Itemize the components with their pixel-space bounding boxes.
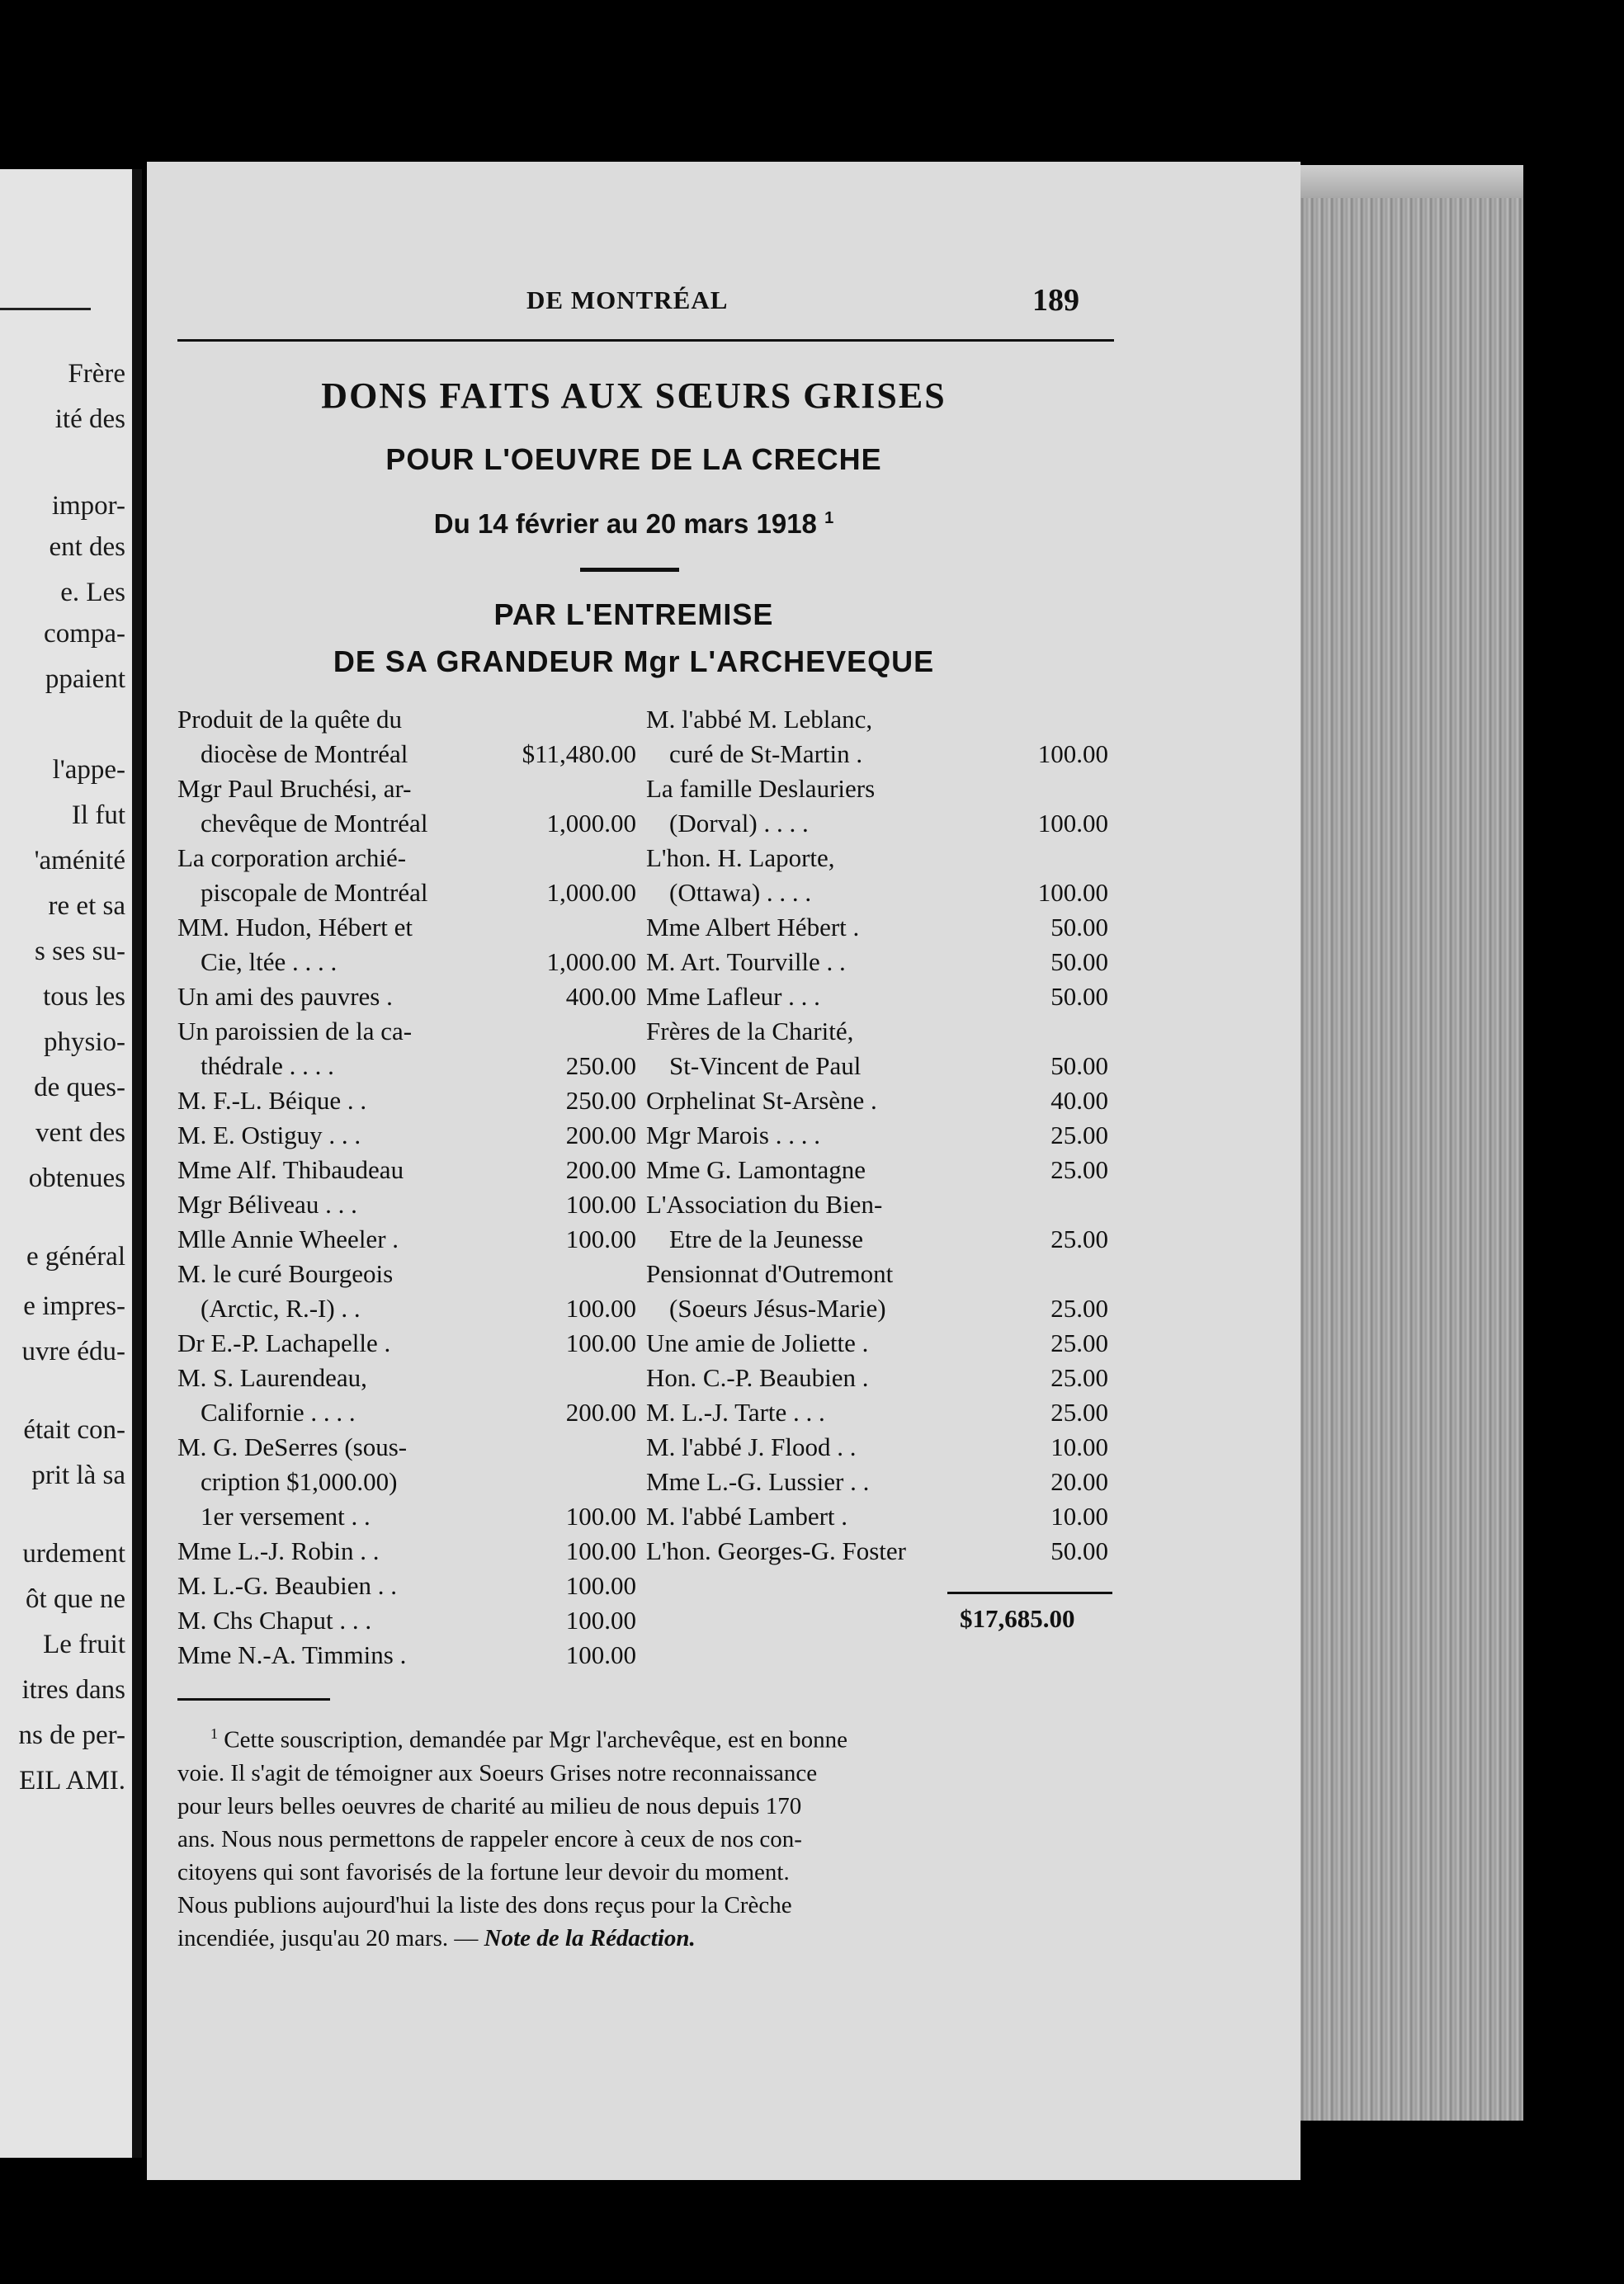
donor-name: thédrale . . . .	[201, 1051, 334, 1080]
left-page-fragment-text: tous les	[43, 982, 125, 1012]
donation-row	[177, 1326, 640, 1361]
donation-row	[646, 875, 1108, 910]
donor-name: L'hon. H. Laporte,	[646, 843, 835, 872]
total-rule	[947, 1592, 1112, 1594]
footnote-line-text: Nous publions aujourd'hui la liste des dons reçus pour la Crèche	[177, 1891, 792, 1918]
left-page-fragment-text: e impres-	[23, 1291, 125, 1321]
donation-row	[646, 1291, 1108, 1326]
donor-name: Mgr Béliveau . . .	[177, 1190, 357, 1219]
donation-row	[646, 1257, 1108, 1291]
left-page-fragment-text: Le fruit	[43, 1630, 125, 1659]
left-page-fragment-text: ns de per-	[18, 1720, 125, 1750]
donor-name: Mlle Annie Wheeler .	[177, 1225, 399, 1253]
donation-amount: 100.00	[1037, 739, 1108, 768]
donor-name: piscopale de Montréal	[201, 878, 428, 907]
donor-name: diocèse de Montréal	[201, 739, 408, 768]
donation-row	[646, 806, 1108, 841]
donation-row	[177, 1187, 640, 1222]
donor-name: Mme N.-A. Timmins .	[177, 1640, 407, 1669]
donation-row	[177, 875, 640, 910]
footnote-rule	[177, 1698, 330, 1701]
left-page-fragment-text: EIL AMI.	[19, 1766, 125, 1796]
donation-amount: 50.00	[1050, 913, 1108, 941]
donor-name: Mme Lafleur . . .	[646, 982, 820, 1011]
footnote-line-text: citoyens qui sont favorisés de la fortune leur devoir du moment.	[177, 1858, 790, 1885]
donor-name: Produit de la quête du	[177, 705, 403, 734]
donation-row	[177, 806, 640, 841]
donation-amount: 100.00	[565, 1190, 636, 1219]
left-page-fragment-text: ent des	[49, 532, 125, 562]
page-title: DONS FAITS AUX SŒURS GRISES	[321, 375, 947, 416]
donation-row	[177, 1153, 640, 1187]
donation-row	[646, 841, 1108, 875]
donation-row	[177, 910, 640, 945]
donation-row	[646, 910, 1108, 945]
donation-amount: 200.00	[565, 1155, 636, 1184]
donation-row	[646, 979, 1108, 1014]
page-subtitle: POUR L'OEUVRE DE LA CRECHE	[385, 442, 882, 476]
left-page-fragment-text: itres dans	[21, 1675, 125, 1705]
footnote-line	[177, 1856, 1118, 1889]
footnote-line-text: voie. Il s'agit de témoigner aux Soeurs Grises notre reconnaissance	[177, 1759, 818, 1786]
donor-name: La famille Deslauriers	[646, 774, 876, 803]
donation-amount: 100.00	[1037, 878, 1108, 907]
donation-row	[646, 1014, 1108, 1049]
donor-name: Un ami des pauvres .	[177, 982, 393, 1011]
donation-row	[177, 1534, 640, 1569]
left-page-fragment-text: impor-	[51, 491, 125, 521]
footnote	[177, 1717, 1118, 1955]
left-page-fragment-text: était con-	[23, 1415, 125, 1445]
left-page-fragment-text: prit là sa	[31, 1461, 125, 1490]
donation-amount: 50.00	[1050, 947, 1108, 976]
donation-row	[177, 1395, 640, 1430]
donation-amount: 50.00	[1050, 982, 1108, 1011]
donor-name: Mgr Marois . . . .	[646, 1121, 820, 1149]
donor-name: (Soeurs Jésus-Marie)	[669, 1294, 886, 1323]
donation-row	[646, 1465, 1108, 1499]
left-page-fragment-text: Il fut	[71, 800, 125, 830]
donation-amount: 20.00	[1050, 1467, 1108, 1496]
donor-name: St-Vincent de Paul	[669, 1051, 862, 1080]
footnote-line	[177, 1823, 1118, 1856]
donor-name: L'Association du Bien-	[646, 1190, 883, 1219]
donations-total: $17,685.00	[960, 1604, 1075, 1633]
left-page-fragment-text: uvre édu-	[21, 1337, 125, 1366]
donation-row	[646, 1361, 1108, 1395]
donation-row	[646, 1153, 1108, 1187]
donation-amount: 200.00	[565, 1398, 636, 1427]
left-page-fragment-text: s ses su-	[34, 937, 125, 966]
left-page-fragment-text: ôt que ne	[26, 1584, 125, 1614]
donor-name: MM. Hudon, Hébert et	[177, 913, 413, 941]
donor-name: Mme Albert Hébert .	[646, 913, 860, 941]
footnote-line-text: Cette souscription, demandée par Mgr l'archevêque, est en bonne	[224, 1726, 847, 1753]
donation-amount: $11,480.00	[522, 739, 636, 768]
left-page-fragment-text: re et sa	[48, 891, 125, 921]
donation-amount: 100.00	[565, 1606, 636, 1635]
footnote-line	[177, 1889, 1118, 1922]
donation-row	[177, 945, 640, 979]
section-heading-line-1: PAR L'ENTREMISE	[493, 597, 774, 631]
left-page-fragment-text: physio-	[44, 1027, 125, 1057]
book-page-edges	[1287, 165, 1523, 2121]
donor-name: chevêque de Montréal	[201, 809, 428, 838]
donation-amount: 100.00	[565, 1294, 636, 1323]
donation-row	[177, 1257, 640, 1291]
left-page-fragment-text: de ques-	[34, 1073, 125, 1102]
footnote-line-text: pour leurs belles oeuvres de charité au milieu de nous depuis 170	[177, 1792, 802, 1819]
donation-row	[177, 737, 640, 772]
donation-amount: 40.00	[1050, 1086, 1108, 1115]
donation-amount: 1,000.00	[546, 878, 636, 907]
donation-amount: 400.00	[565, 982, 636, 1011]
section-heading-line-2: DE SA GRANDEUR Mgr L'ARCHEVEQUE	[333, 644, 935, 678]
left-page-fragment-text: urdement	[22, 1539, 125, 1569]
book-gutter	[132, 169, 142, 2158]
donation-row	[177, 772, 640, 806]
footnote-line-text: ans. Nous nous permettons de rappeler encore à ceux de nos con-	[177, 1825, 802, 1852]
footnote-line	[177, 1790, 1118, 1823]
donation-row	[177, 1118, 640, 1153]
left-page-fragment-text: ppaient	[45, 664, 125, 694]
date-line	[147, 508, 1121, 540]
donor-name: M. l'abbé J. Flood . .	[646, 1432, 857, 1461]
left-page-fragment-text: Frère	[68, 359, 125, 389]
donor-name: Mme G. Lamontagne	[646, 1155, 866, 1184]
donor-name: curé de St-Martin .	[669, 739, 863, 768]
donor-name: M. le curé Bourgeois	[177, 1259, 394, 1288]
footnote-line	[177, 1717, 1118, 1757]
donation-amount: 100.00	[565, 1225, 636, 1253]
donation-row	[646, 1395, 1108, 1430]
donor-name: cription $1,000.00)	[201, 1467, 398, 1496]
donor-name: M. L.-J. Tarte . . .	[646, 1398, 825, 1427]
donation-amount: 1,000.00	[546, 809, 636, 838]
donation-amount: 25.00	[1050, 1294, 1108, 1323]
donation-row	[177, 1499, 640, 1534]
donor-name: M. G. DeSerres (sous-	[177, 1432, 408, 1461]
donation-amount: 50.00	[1050, 1051, 1108, 1080]
donation-row	[177, 702, 640, 737]
donation-row	[646, 945, 1108, 979]
donor-name: Frères de la Charité,	[646, 1017, 854, 1045]
footnote-last-line-text: incendiée, jusqu'au 20 mars. —	[177, 1924, 479, 1951]
donation-amount: 1,000.00	[546, 947, 636, 976]
donor-name: Orphelinat St-Arsène .	[646, 1086, 877, 1115]
left-page-fragment-text: e. Les	[60, 578, 125, 607]
donor-name: (Arctic, R.-I) . .	[201, 1294, 361, 1323]
donation-row	[177, 1049, 640, 1083]
donor-name: (Dorval) . . . .	[669, 809, 809, 838]
title-rule	[580, 568, 679, 572]
donor-name: M. l'abbé Lambert .	[646, 1502, 848, 1531]
donation-row	[646, 737, 1108, 772]
date-text: Du 14 février au 20 mars 1918	[433, 508, 817, 539]
donation-row	[646, 1222, 1108, 1257]
donation-amount: 250.00	[565, 1051, 636, 1080]
donation-row	[177, 1083, 640, 1118]
donor-name: M. l'abbé M. Leblanc,	[646, 705, 873, 734]
donor-name: M. S. Laurendeau,	[177, 1363, 367, 1392]
donation-row	[646, 702, 1108, 737]
donation-row	[177, 979, 640, 1014]
donor-name: 1er versement . .	[201, 1502, 371, 1531]
donor-name: Etre de la Jeunesse	[669, 1225, 863, 1253]
donor-name: Une amie de Joliette .	[646, 1328, 869, 1357]
donor-name: Californie . . . .	[201, 1398, 356, 1427]
footnote-mark: 1	[210, 1725, 218, 1742]
donation-amount: 100.00	[565, 1640, 636, 1669]
donor-name: M. Art. Tourville . .	[646, 947, 846, 976]
left-page-rule	[0, 308, 91, 310]
donor-name: Pensionnat d'Outremont	[646, 1259, 894, 1288]
donation-row	[646, 772, 1108, 806]
donation-row	[177, 841, 640, 875]
donation-amount: 25.00	[1050, 1398, 1108, 1427]
donor-name: M. Chs Chaput . . .	[177, 1606, 372, 1635]
donation-amount: 100.00	[1037, 809, 1108, 838]
date-footnote-mark: 1	[824, 509, 834, 527]
donor-name: Hon. C.-P. Beaubien .	[646, 1363, 869, 1392]
donor-name: Mme Alf. Thibaudeau	[177, 1155, 404, 1184]
donation-amount: 25.00	[1050, 1155, 1108, 1184]
donor-name: M. F.-L. Béique . .	[177, 1086, 367, 1115]
left-page-fragment-text: obtenues	[28, 1163, 125, 1193]
header-rule	[177, 339, 1114, 342]
donation-amount: 100.00	[565, 1536, 636, 1565]
donor-name: Dr E.-P. Lachapelle .	[177, 1328, 391, 1357]
donation-row	[177, 1430, 640, 1465]
donation-amount: 100.00	[565, 1328, 636, 1357]
donor-name: Un paroissien de la ca-	[177, 1017, 413, 1045]
donation-amount: 25.00	[1050, 1363, 1108, 1392]
main-page	[147, 162, 1301, 2180]
donor-name: M. E. Ostiguy . . .	[177, 1121, 361, 1149]
book-page-edges-top	[1287, 165, 1523, 198]
donation-amount: 50.00	[1050, 1536, 1108, 1565]
donation-row	[646, 1499, 1108, 1534]
donations-right-column	[646, 702, 1108, 1569]
left-page-fragment-text: 'aménité	[34, 846, 125, 875]
donation-amount: 200.00	[565, 1121, 636, 1149]
left-page-fragment-text: l'appe-	[52, 755, 125, 785]
donation-row	[177, 1014, 640, 1049]
donation-row	[177, 1465, 640, 1499]
donation-amount: 25.00	[1050, 1328, 1108, 1357]
donations-left-column	[177, 702, 640, 1673]
donation-row	[177, 1638, 640, 1673]
footnote-line	[177, 1757, 1118, 1790]
donor-name: M. L.-G. Beaubien . .	[177, 1571, 398, 1600]
donation-row	[177, 1291, 640, 1326]
donor-name: Cie, ltée . . . .	[201, 947, 338, 976]
left-page-fragment-text: ité des	[54, 404, 125, 434]
left-page-fragment-text: compa-	[44, 619, 125, 649]
donation-row	[177, 1222, 640, 1257]
donor-name: La corporation archié-	[177, 843, 407, 872]
donation-row	[646, 1187, 1108, 1222]
donation-row	[646, 1083, 1108, 1118]
running-head: DE MONTRÉAL	[526, 286, 729, 314]
donation-amount: 250.00	[565, 1086, 636, 1115]
donation-row	[646, 1534, 1108, 1569]
donation-amount: 100.00	[565, 1571, 636, 1600]
editorial-note: Note de la Rédaction.	[484, 1924, 696, 1951]
footnote-line	[177, 1922, 1118, 1955]
donation-amount: 25.00	[1050, 1121, 1108, 1149]
donation-row	[646, 1326, 1108, 1361]
donation-row	[177, 1569, 640, 1603]
donation-amount: 10.00	[1050, 1502, 1108, 1531]
page-number: 189	[1032, 283, 1079, 318]
donor-name: L'hon. Georges-G. Foster	[646, 1536, 906, 1565]
donor-name: Mme L.-G. Lussier . .	[646, 1467, 870, 1496]
left-page-fragment-text: e général	[26, 1242, 125, 1272]
donor-name: Mgr Paul Bruchési, ar-	[177, 774, 412, 803]
donation-amount: 10.00	[1050, 1432, 1108, 1461]
donation-row	[646, 1049, 1108, 1083]
donor-name: Mme L.-J. Robin . .	[177, 1536, 380, 1565]
donation-row	[177, 1361, 640, 1395]
left-page-fragment	[0, 169, 132, 2158]
left-page-fragment-text: vent des	[35, 1118, 125, 1148]
donation-row	[177, 1603, 640, 1638]
donation-row	[646, 1430, 1108, 1465]
donation-amount: 25.00	[1050, 1225, 1108, 1253]
donation-row	[646, 1118, 1108, 1153]
donation-amount: 100.00	[565, 1502, 636, 1531]
donor-name: (Ottawa) . . . .	[669, 878, 812, 907]
